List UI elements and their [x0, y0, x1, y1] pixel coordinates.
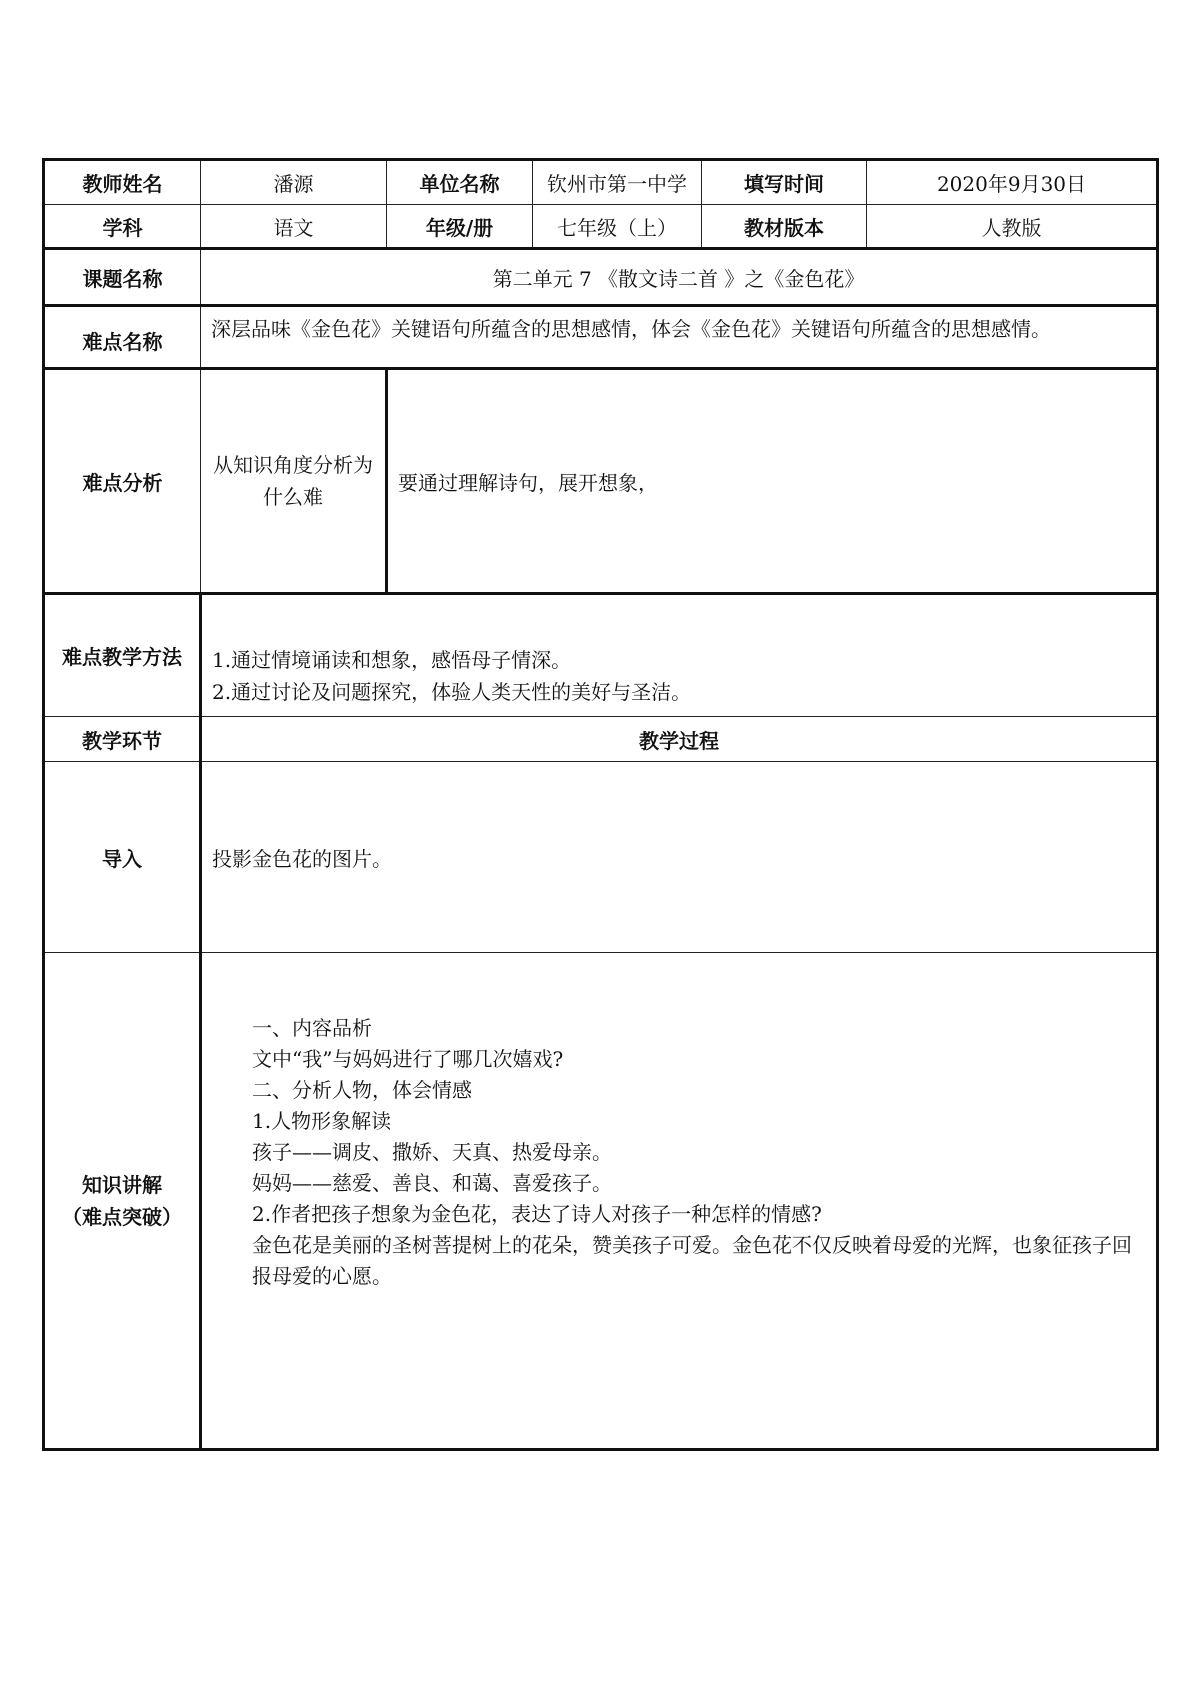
method-line-2: 2.通过讨论及问题探究，体验人类天性的美好与圣洁。	[212, 679, 692, 704]
knowledge-line: 文中“我”与妈妈进行了哪几次嬉戏?	[252, 1047, 564, 1071]
subject-value: 语文	[201, 205, 387, 249]
unit-name-label: 单位名称	[387, 160, 533, 205]
grade-value: 七年级（上）	[533, 205, 702, 249]
difficulty-value: 深层品味《金色花》关键语句所蕴含的思想感情，体会《金色花》关键语句所蕴含的思想感情。	[201, 306, 1158, 369]
fill-time-value: 2020年9月30日	[867, 160, 1158, 205]
knowledge-label-line-2: （难点突破）	[62, 1204, 182, 1229]
subject-label: 学科	[44, 205, 201, 249]
difficulty-label: 难点名称	[44, 306, 201, 369]
process-header: 教学过程	[201, 717, 1158, 762]
knowledge-line: 孩子——调皮、撒娇、天真、热爱母亲。	[252, 1140, 612, 1164]
lesson-plan-table	[42, 158, 1159, 1451]
analysis-label: 难点分析	[44, 369, 201, 594]
method-line-1: 1.通过情境诵读和想象，感悟母子情深。	[212, 647, 572, 672]
topic-value: 第二单元 7 《散文诗二首 》之《金色花》	[201, 249, 1158, 306]
knowledge-line: 一、内容品析	[252, 1016, 372, 1040]
grade-label: 年级/册	[387, 205, 533, 249]
method-label: 难点教学方法	[44, 594, 201, 717]
analysis-knowledge-angle: 从知识角度分析为什么难	[201, 369, 387, 594]
unit-name-value: 钦州市第一中学	[533, 160, 702, 205]
knowledge-line: 1.人物形象解读	[252, 1109, 392, 1133]
knowledge-line: 金色花是美丽的圣树菩提树上的花朵，赞美孩子可爱。金色花不仅反映着母爱的光辉，也象征孩子回报母爱的心愿。	[252, 1233, 1132, 1288]
method-content	[201, 594, 1158, 717]
intro-label: 导入	[44, 762, 201, 953]
topic-label: 课题名称	[44, 249, 201, 306]
edition-label: 教材版本	[702, 205, 867, 249]
teacher-name-label: 教师姓名	[44, 160, 201, 205]
knowledge-label	[44, 953, 201, 1450]
knowledge-line: 二、分析人物，体会情感	[252, 1078, 472, 1102]
analysis-value: 要通过理解诗句，展开想象，	[387, 369, 1158, 594]
knowledge-label-line-1: 知识讲解	[82, 1172, 162, 1197]
knowledge-content	[201, 953, 1158, 1450]
knowledge-line: 2.作者把孩子想象为金色花，表达了诗人对孩子一种怎样的情感?	[252, 1202, 822, 1226]
intro-value: 投影金色花的图片。	[201, 762, 1158, 953]
teacher-name-value: 潘源	[201, 160, 387, 205]
knowledge-line: 妈妈——慈爱、善良、和蔼、喜爱孩子。	[252, 1171, 612, 1195]
process-stage-label: 教学环节	[44, 717, 201, 762]
fill-time-label: 填写时间	[702, 160, 867, 205]
edition-value: 人教版	[867, 205, 1158, 249]
